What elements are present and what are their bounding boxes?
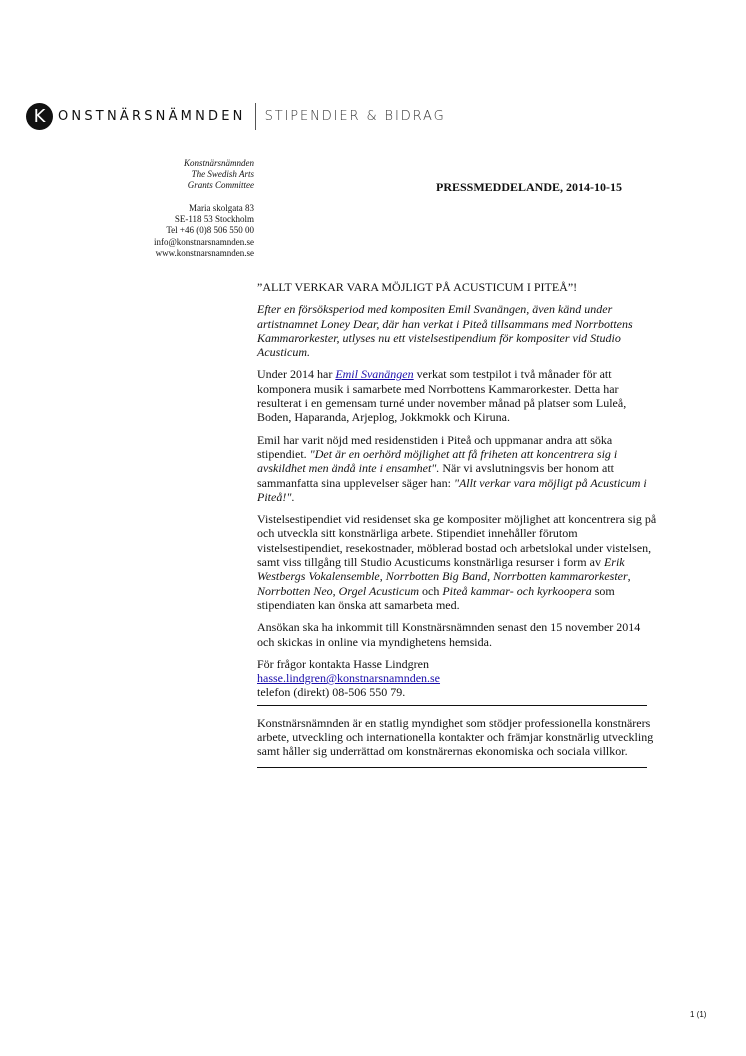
contact-paragraph: [257, 657, 657, 700]
footer-about: Konstnärsnämnden är en statlig myndighet som stödjer professionella konstnärers arbete, utveckling och internationella kontakter och främjar konstnärlig utveckling samt håller sig underrättad om konstnärernas ekonomiska och sociala villkor.: [257, 715, 654, 759]
sender-name-block: [60, 158, 254, 192]
text: ,: [627, 569, 631, 584]
page-number: 1 (1): [690, 1010, 707, 1019]
ensemble-name: Erik Westbergs Vokalensemble: [257, 555, 625, 584]
text: ,: [332, 583, 339, 598]
logo-divider: [255, 103, 256, 130]
sender-name-line: Konstnärsnämnden: [183, 158, 254, 168]
text: Under 2014 har: [257, 367, 336, 382]
contact-intro: För frågor kontakta Hasse Lindgren: [257, 656, 429, 671]
headline: ”ALLT VERKAR VARA MÖJLIGT PÅ ACUSTICUM I PITEÅ”!: [257, 280, 578, 294]
text: ,: [379, 569, 386, 584]
paragraph-application: Ansökan ska ha inkommit till Konstnärsnämnden senast den 15 november 2014 och skickas in online via myndighetens hemsida.: [257, 620, 641, 649]
logo-wordmark: ONSTNÄRSNÄMNDEN: [58, 108, 246, 124]
text: .: [291, 489, 295, 504]
sender-contact-block: [60, 203, 254, 259]
sender-website: www.konstnarsnamnden.se: [155, 247, 254, 258]
ensemble-name: Norrbotten Big Band: [385, 569, 488, 584]
ensemble-name: Norrbotten Neo: [257, 583, 333, 598]
paragraph-stipend: [257, 512, 657, 612]
text: som stipendiaten kan önska att samarbeta med.: [257, 583, 615, 612]
logo-k-mark: K: [26, 103, 53, 130]
text: Emil har varit nöjd med residenstiden i Piteå och uppmanar andra att söka stipendiet.: [257, 432, 613, 461]
sender-name-line: The Swedish Arts: [191, 169, 254, 180]
footer-rule-bottom: [257, 767, 647, 768]
emil-svanangen-link[interactable]: Emil Svanängen: [335, 367, 414, 382]
paragraph-quote: [257, 433, 657, 504]
quote-text: "Allt verkar vara möjligt på Acusticum i Piteå!": [257, 475, 647, 504]
press-release-label: PRESSMEDDELANDE, 2014-10-15: [436, 180, 623, 194]
sender-email: info@konstnarsnamnden.se: [153, 236, 254, 247]
paragraph-testpilot: [257, 367, 657, 424]
ensemble-name: Piteå kammar- och kyrkoopera: [442, 583, 592, 598]
lead-paragraph: Efter en försöksperiod med kompositen Emil Svanängen, även känd under artistnamnet Loney Dear, där han verkat i Piteå tillsammans med Norrbottens Kammarorkester, utlyses nu ett vistelsestipendium för kompositer vid Studio Acusticum.: [257, 302, 633, 360]
quote-text: "Det är en oerhörd möjlighet att få friheten att koncentrera sig i avskildhet men ändå inte i ensamhet".: [257, 446, 618, 476]
contact-email-link[interactable]: hasse.lindgren@konstnarsnamnden.se: [257, 671, 441, 686]
sender-phone: Tel +46 (0)8 506 550 00: [166, 225, 254, 236]
sender-address-street: Maria skolgata 83: [189, 203, 254, 213]
text: verkat som testpilot i två månader för att komponera musik i samarbete med Norrbottens Kammarorkester. Detta har resulterat i en gemensam turné under november månad på platser som Luleå, Boden, Haparanda, Arjeplog, Jokkmokk och Kiruna.: [257, 367, 627, 425]
text: och: [419, 583, 443, 598]
contact-phone: telefon (direkt) 08-506 550 79.: [257, 685, 406, 700]
ensemble-name: Norrbotten kammarorkester: [493, 569, 628, 584]
text: När vi avslutningsvis ber honom att sammanfatta sina upplevelser säger han:: [257, 461, 614, 490]
ensemble-name: Orgel Acusticum: [338, 583, 419, 598]
sender-name-line: Grants Committee: [187, 180, 254, 191]
text: Vistelsestipendiet vid residenset ska ge kompositer möjlighet att koncentrera sig på och utveckla sitt konstnärliga arbete. Stipendiet innehåller förutom vistelsestipendiet, resekostnader, möblerad bostad och arbetslokal under vistelsen, samt viss tillgång till Studio Acusticums konstnärliga resurser i form av: [257, 512, 657, 570]
sender-address-city: SE-118 53 Stockholm: [174, 214, 254, 225]
document-body: [257, 280, 657, 778]
logo-subtitle: STIPENDIER & BIDRAG: [264, 108, 446, 124]
footer-rule-top: [257, 705, 647, 706]
header-logo: [26, 102, 446, 130]
text: ,: [487, 569, 494, 584]
